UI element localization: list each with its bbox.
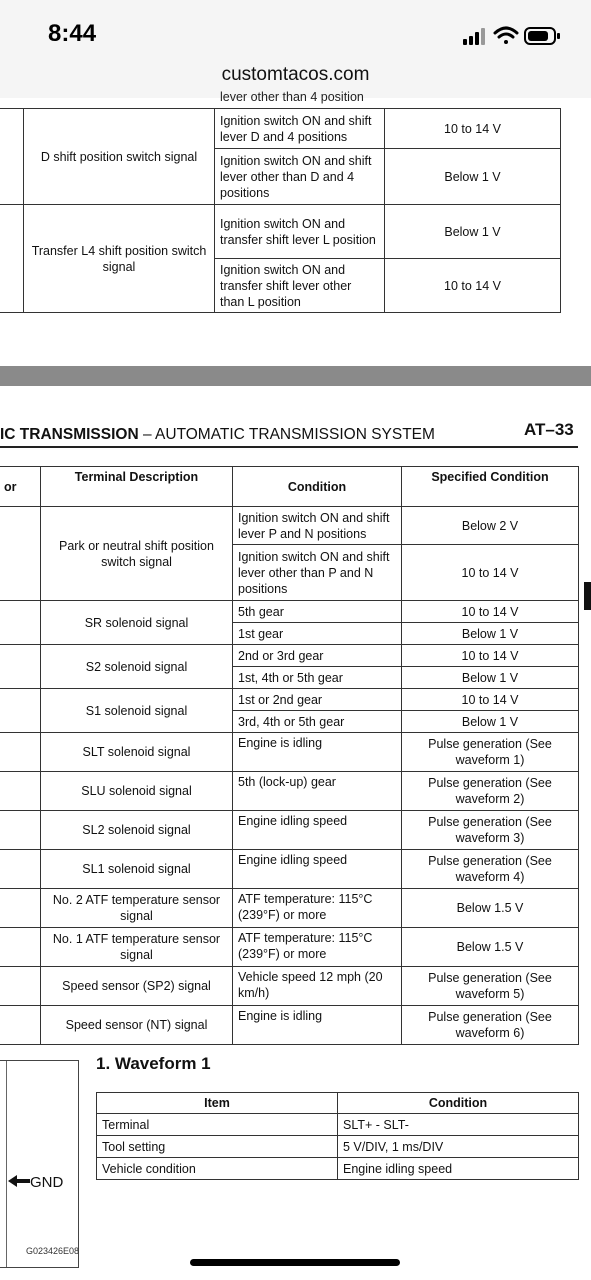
status-bar bbox=[0, 0, 591, 58]
condition-cell: 5th (lock-up) gear bbox=[233, 772, 402, 811]
col-header-item: Item bbox=[97, 1093, 338, 1114]
condition-cell: 1st, 4th or 5th gear bbox=[233, 667, 402, 689]
table-row bbox=[0, 889, 579, 928]
col-header-terminal: or bbox=[0, 467, 41, 507]
condition-cell: 5th gear bbox=[233, 601, 402, 623]
terminal-description: SR solenoid signal bbox=[41, 601, 233, 645]
col-header-condition: Condition bbox=[233, 467, 402, 507]
spec-cell: Pulse generation (See waveform 4) bbox=[402, 850, 579, 889]
spec-cell: Below 1.5 V bbox=[402, 928, 579, 967]
page-header bbox=[0, 420, 591, 448]
terminal-description: D shift position switch signal bbox=[24, 109, 215, 205]
table-row bbox=[0, 109, 561, 149]
spec-cell: Below 1 V bbox=[402, 623, 579, 645]
spec-cell: Below 1 V bbox=[385, 149, 561, 205]
status-time: 8:44 bbox=[48, 20, 97, 47]
condition-cell: 5 V/DIV, 1 ms/DIV bbox=[338, 1136, 579, 1158]
spec-cell: 10 to 14 V bbox=[385, 109, 561, 149]
spec-cell: 10 to 14 V bbox=[402, 689, 579, 711]
condition-cell: Ignition switch ON and transfer shift lever L position bbox=[215, 205, 385, 259]
spec-cell: Below 2 V bbox=[402, 507, 579, 545]
page-title: IC TRANSMISSION – AUTOMATIC TRANSMISSION SYSTEM bbox=[0, 426, 435, 443]
terminal-description: SL1 solenoid signal bbox=[41, 850, 233, 889]
header-rule bbox=[0, 446, 578, 448]
document-page bbox=[0, 90, 591, 1280]
condition-cell: Ignition switch ON and transfer shift lever other than L position bbox=[215, 259, 385, 313]
table-row bbox=[0, 772, 579, 811]
spec-cell: Below 1 V bbox=[385, 205, 561, 259]
terminal-description: SLU solenoid signal bbox=[41, 772, 233, 811]
terminal-description: No. 2 ATF temperature sensor signal bbox=[41, 889, 233, 928]
item-cell: Tool setting bbox=[97, 1136, 338, 1158]
condition-cell: 1st gear bbox=[233, 623, 402, 645]
condition-cell: 1st or 2nd gear bbox=[233, 689, 402, 711]
spec-cell: Pulse generation (See waveform 5) bbox=[402, 967, 579, 1006]
table-row bbox=[0, 205, 561, 259]
spec-cell: Pulse generation (See waveform 2) bbox=[402, 772, 579, 811]
terminal-description: Speed sensor (NT) signal bbox=[41, 1006, 233, 1045]
condition-cell: Ignition switch ON and shift lever other than D and 4 positions bbox=[215, 149, 385, 205]
spec-cell: Pulse generation (See waveform 1) bbox=[402, 733, 579, 772]
status-icons bbox=[459, 24, 569, 48]
terminal-description: S2 solenoid signal bbox=[41, 645, 233, 689]
col-header-description: Terminal Description bbox=[41, 467, 233, 507]
condition-cell: Ignition switch ON and shift lever other than P and N positions bbox=[233, 545, 402, 601]
col-header-spec: Specified Condition bbox=[402, 467, 579, 507]
condition-cell: Engine idling speed bbox=[338, 1158, 579, 1180]
spec-cell: 10 to 14 V bbox=[385, 259, 561, 313]
table-row bbox=[0, 967, 579, 1006]
table-row bbox=[0, 645, 579, 667]
figure-code: G023426E08 bbox=[26, 1246, 80, 1256]
top-terminal-table bbox=[0, 108, 561, 313]
spec-cell: 10 to 14 V bbox=[402, 645, 579, 667]
table-header-row bbox=[97, 1093, 579, 1114]
table-row bbox=[97, 1136, 579, 1158]
table-row bbox=[0, 733, 579, 772]
spec-cell: Below 1.5 V bbox=[402, 889, 579, 928]
condition-cell: Engine idling speed bbox=[233, 811, 402, 850]
condition-cell: Engine idling speed bbox=[233, 850, 402, 889]
waveform-table bbox=[96, 1092, 579, 1180]
spec-cell: Pulse generation (See waveform 6) bbox=[402, 1006, 579, 1045]
terminal-description: SL2 solenoid signal bbox=[41, 811, 233, 850]
spec-cell: 10 to 14 V bbox=[402, 545, 579, 601]
waveform-figure bbox=[0, 1060, 79, 1268]
condition-cell: Engine is idling bbox=[233, 1006, 402, 1045]
terminal-description: SLT solenoid signal bbox=[41, 733, 233, 772]
terminal-description: Transfer L4 shift position switch signal bbox=[24, 205, 215, 313]
terminal-description: Speed sensor (SP2) signal bbox=[41, 967, 233, 1006]
spec-cell: Pulse generation (See waveform 3) bbox=[402, 811, 579, 850]
signal-icon bbox=[463, 28, 485, 45]
table-row bbox=[0, 928, 579, 967]
spec-cell: Below 1 V bbox=[402, 667, 579, 689]
table-row bbox=[0, 1006, 579, 1045]
table-row bbox=[0, 811, 579, 850]
clipped-cell-text: lever other than 4 position bbox=[220, 90, 364, 104]
page-edge-mark bbox=[584, 582, 591, 610]
condition-cell: ATF temperature: 115°C (239°F) or more bbox=[233, 889, 402, 928]
table-row bbox=[0, 689, 579, 711]
page-number: AT–33 bbox=[524, 420, 574, 439]
condition-cell: 3rd, 4th or 5th gear bbox=[233, 711, 402, 733]
url-text: customtacos.com bbox=[221, 64, 370, 85]
item-cell: Vehicle condition bbox=[97, 1158, 338, 1180]
terminal-description: Park or neutral shift position switch signal bbox=[41, 507, 233, 601]
item-cell: Terminal bbox=[97, 1114, 338, 1136]
condition-cell: 2nd or 3rd gear bbox=[233, 645, 402, 667]
table-row bbox=[0, 850, 579, 889]
table-row bbox=[97, 1114, 579, 1136]
figure-grid bbox=[0, 1061, 7, 1267]
condition-cell: Vehicle speed 12 mph (20 km/h) bbox=[233, 967, 402, 1006]
table-row bbox=[97, 1158, 579, 1180]
terminal-table bbox=[0, 466, 579, 1045]
table-row bbox=[0, 601, 579, 623]
spec-cell: 10 to 14 V bbox=[402, 601, 579, 623]
gnd-label: GND bbox=[8, 1174, 63, 1191]
wifi-icon bbox=[495, 28, 517, 44]
waveform-heading: 1. Waveform 1 bbox=[96, 1054, 211, 1073]
terminal-description: No. 1 ATF temperature sensor signal bbox=[41, 928, 233, 967]
home-indicator[interactable] bbox=[190, 1259, 400, 1266]
condition-cell: ATF temperature: 115°C (239°F) or more bbox=[233, 928, 402, 967]
col-header-condition: Condition bbox=[338, 1093, 579, 1114]
page-separator bbox=[0, 366, 591, 386]
spec-cell: Below 1 V bbox=[402, 711, 579, 733]
condition-cell: Ignition switch ON and shift lever P and N positions bbox=[233, 507, 402, 545]
condition-cell: Engine is idling bbox=[233, 733, 402, 772]
table-row bbox=[0, 507, 579, 545]
condition-cell: Ignition switch ON and shift lever D and 4 positions bbox=[215, 109, 385, 149]
condition-cell: SLT+ - SLT- bbox=[338, 1114, 579, 1136]
battery-icon bbox=[525, 28, 560, 44]
arrow-left-icon bbox=[8, 1174, 30, 1188]
table-header-row bbox=[0, 467, 579, 507]
terminal-description: S1 solenoid signal bbox=[41, 689, 233, 733]
